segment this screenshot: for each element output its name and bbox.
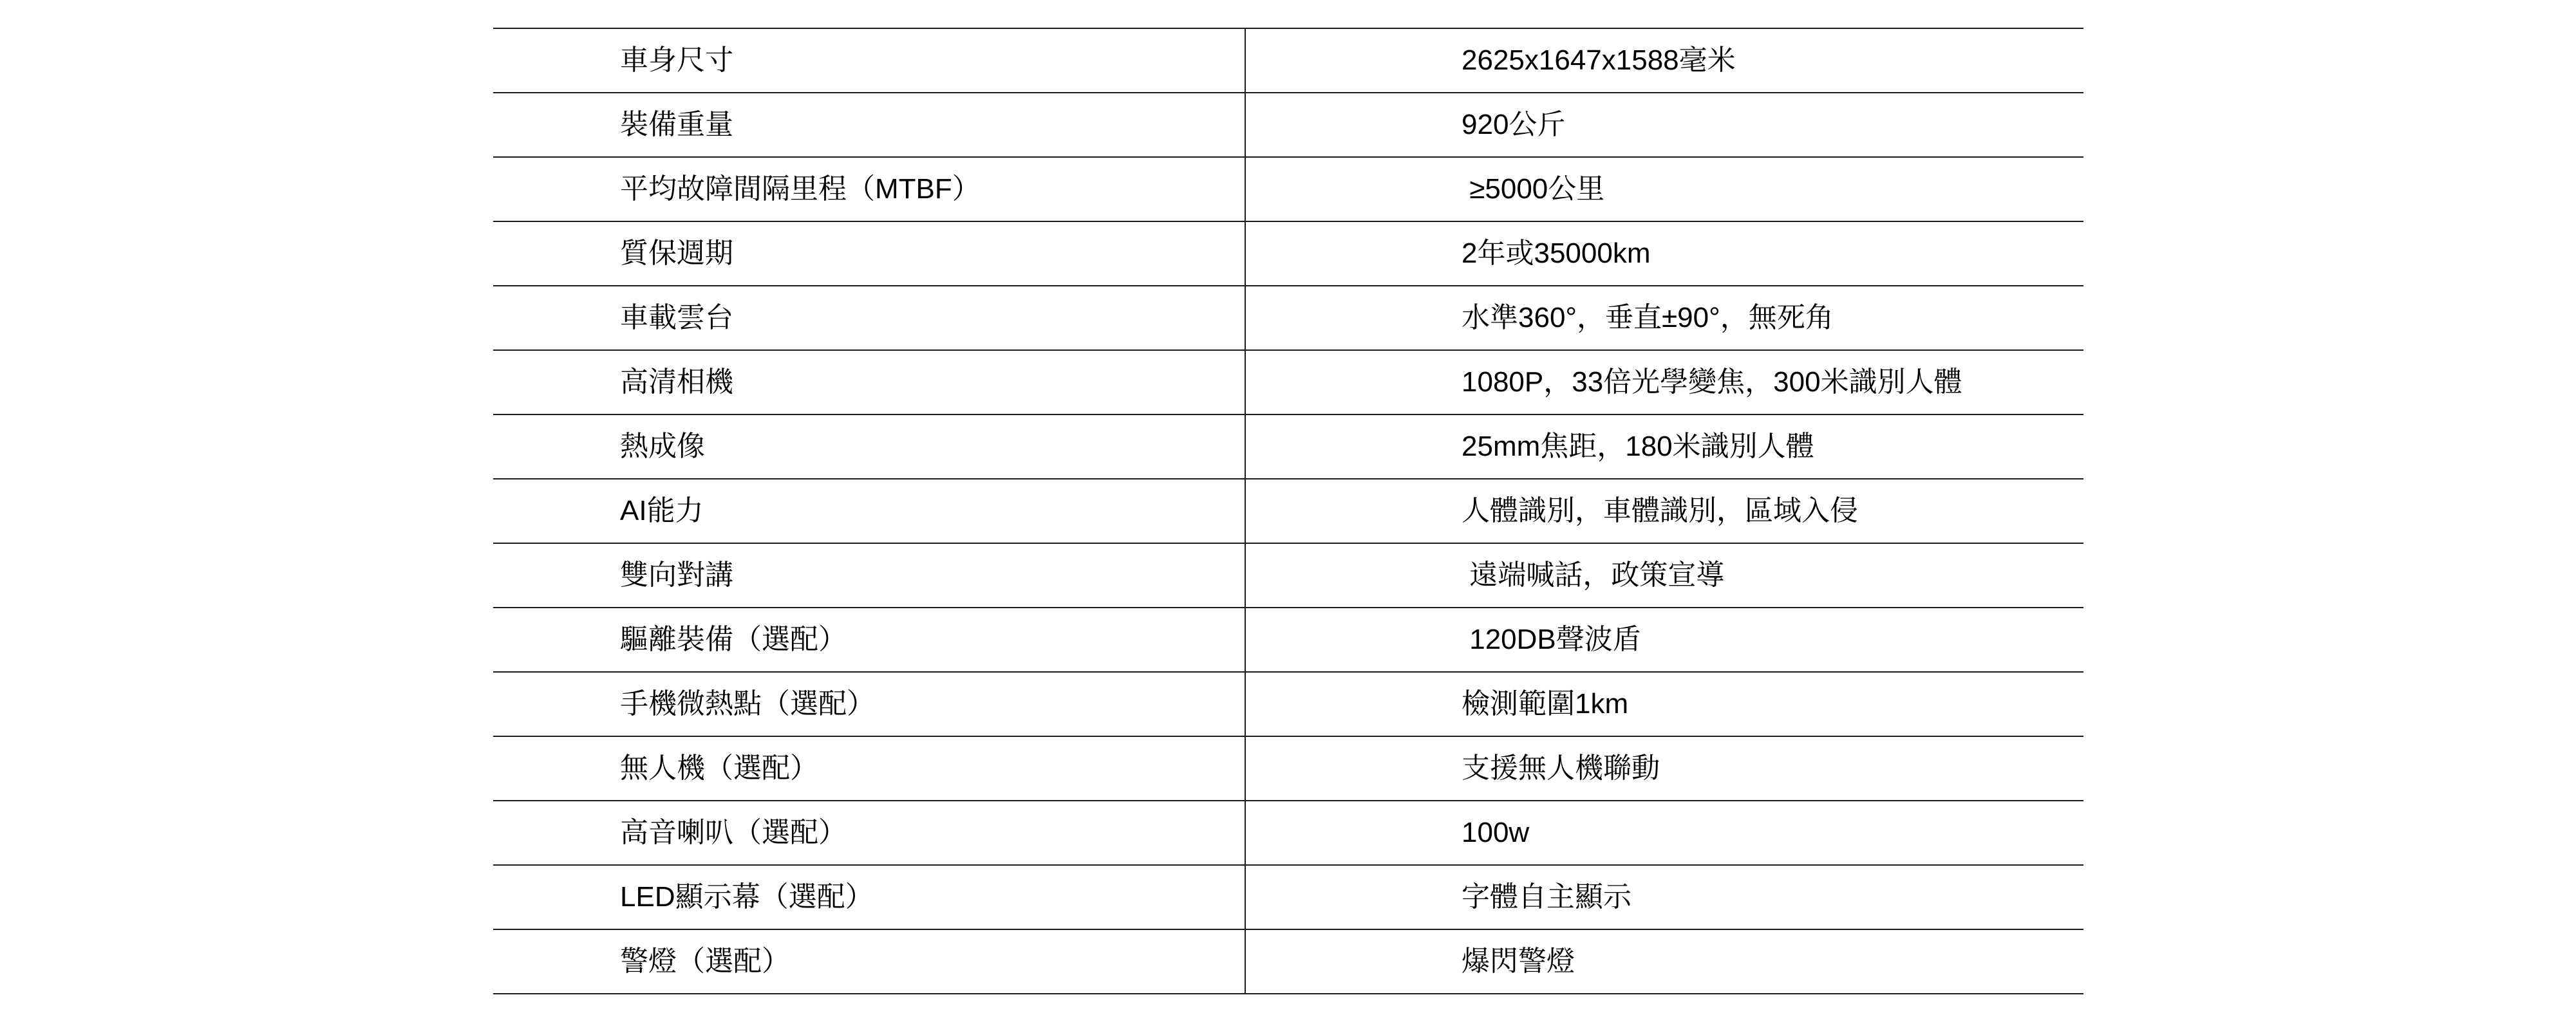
spec-value: 支援無人機聯動 xyxy=(1462,752,1660,784)
spec-value: 1080P，33倍光學變焦，300米識別人體 xyxy=(1462,366,1962,398)
table-row xyxy=(493,479,2083,544)
spec-value: 爆閃警燈 xyxy=(1462,945,1575,977)
table-row xyxy=(493,801,2083,866)
table-row xyxy=(493,93,2083,158)
table-row xyxy=(493,351,2083,415)
spec-value: 檢測範圍1km xyxy=(1462,688,1629,720)
spec-value: 遠端喊話，政策宣導 xyxy=(1462,559,1725,591)
table-row xyxy=(493,673,2083,737)
table-row xyxy=(493,286,2083,351)
spec-value: 2625x1647x1588毫米 xyxy=(1462,44,1736,76)
spec-label: 車身尺寸 xyxy=(493,29,1246,92)
table-row xyxy=(493,930,2083,994)
table-row xyxy=(493,608,2083,673)
table-row xyxy=(493,29,2083,93)
spec-label: 裝備重量 xyxy=(493,93,1246,156)
spec-value: 25mm焦距，180米識別人體 xyxy=(1462,431,1814,462)
spec-label: 驅離裝備（選配） xyxy=(493,608,1246,671)
spec-value: 2年或35000km xyxy=(1462,237,1651,269)
table-row xyxy=(493,737,2083,801)
spec-value: ≥5000公里 xyxy=(1462,173,1605,205)
spec-value: 水準360°，垂直±90°，無死角 xyxy=(1462,302,1834,333)
spec-label: 平均故障間隔里程（MTBF） xyxy=(493,158,1246,221)
spec-label: 手機微熱點（選配） xyxy=(493,673,1246,736)
table-row xyxy=(493,158,2083,222)
spec-value: 字體自主顯示 xyxy=(1462,881,1631,913)
spec-table xyxy=(493,28,2083,994)
table-row xyxy=(493,544,2083,608)
spec-value: 人體識別，車體識別，區域入侵 xyxy=(1462,495,1858,526)
spec-label: AI能力 xyxy=(493,479,1246,543)
spec-label: 高清相機 xyxy=(493,351,1246,414)
table-row xyxy=(493,222,2083,286)
spec-value: 120DB聲波盾 xyxy=(1462,624,1641,655)
spec-label: 車載雲台 xyxy=(493,286,1246,349)
spec-label: 警燈（選配） xyxy=(493,930,1246,993)
spec-label: 熱成像 xyxy=(493,415,1246,478)
table-row xyxy=(493,415,2083,479)
spec-label: 質保週期 xyxy=(493,222,1246,285)
spec-value: 100w xyxy=(1462,817,1530,848)
spec-label: 高音喇叭（選配） xyxy=(493,801,1246,864)
spec-value: 920公斤 xyxy=(1462,109,1566,140)
spec-label: LED顯示幕（選配） xyxy=(493,866,1246,929)
spec-label: 雙向對講 xyxy=(493,544,1246,607)
spec-label: 無人機（選配） xyxy=(493,737,1246,800)
table-row xyxy=(493,866,2083,930)
